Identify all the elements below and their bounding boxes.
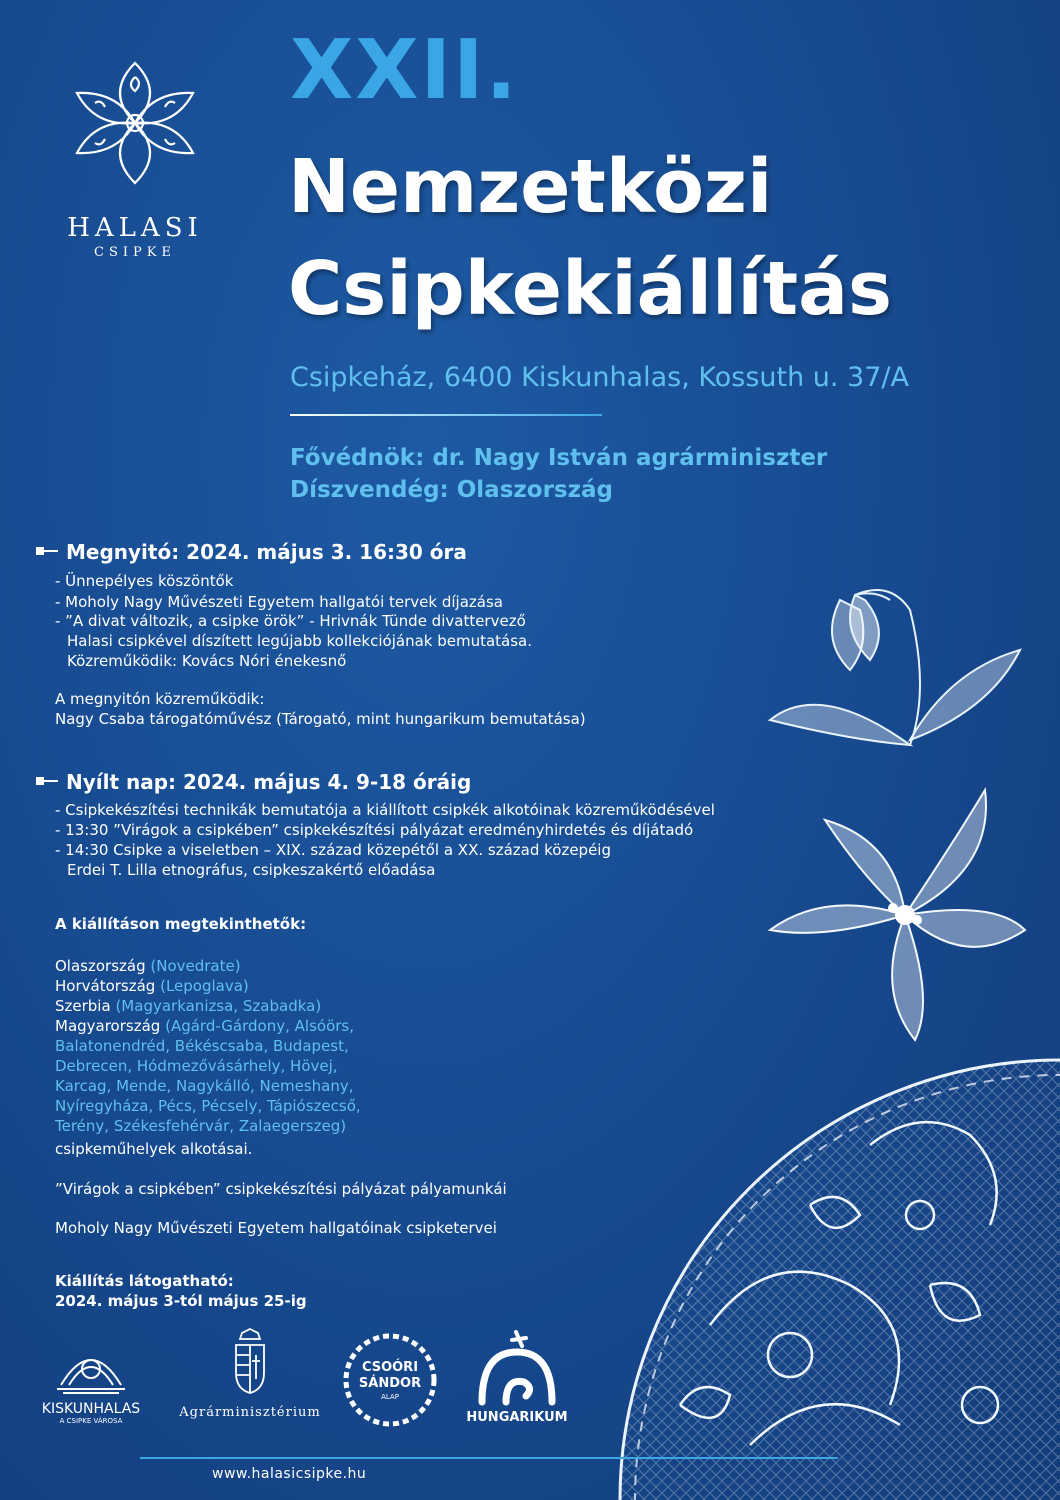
- opening-item: - Moholy Nagy Művészeti Egyetem hallgatói tervek díjazása: [55, 593, 503, 611]
- hungarian-coat-of-arms-icon: [230, 1325, 270, 1397]
- website-link[interactable]: www.halasicsipke.hu: [212, 1466, 367, 1482]
- lace-star-icon: [55, 55, 215, 195]
- open-day-heading-text: Nyílt nap: 2024. május 4. 9-18 óráig: [66, 770, 472, 794]
- hungary-cities-line: Balatonendréd, Békéscsaba, Budapest,: [55, 1037, 349, 1055]
- csoori-sandor-logo: [340, 1330, 440, 1430]
- country-cities: (Magyarkanizsa, Szabadka): [115, 997, 322, 1015]
- ministry-label: Agrárminisztérium: [179, 1405, 321, 1420]
- header-divider: [290, 414, 602, 416]
- hungary-cities-line: Debrecen, Hódmezővásárhely, Hövej,: [55, 1057, 338, 1075]
- kiskunhalas-label: KISKUNHALAS: [41, 1401, 141, 1417]
- country-name: Horvátország: [55, 977, 156, 995]
- open-day-heading: [36, 770, 471, 794]
- kiskunhalas-sub: A CSIPKE VÁROSA: [59, 1417, 123, 1425]
- doily-lace-image: [590, 1025, 1060, 1500]
- country-cities: (Novedrate): [150, 957, 241, 975]
- country-name: Magyarország: [55, 1017, 161, 1035]
- opening-heading-text: Megnyitó: 2024. május 3. 16:30 óra: [66, 540, 467, 564]
- university-text: Moholy Nagy Művészeti Egyetem hallgatóinak csipketervei: [55, 1219, 497, 1237]
- kiskunhalas-logo: [30, 1335, 152, 1425]
- ministry-logo: [165, 1325, 335, 1420]
- opening-item: - ”A divat változik, a csipke örök” - Hrivnák Tünde divattervező: [55, 612, 526, 630]
- open-day-item: - 14:30 Csipke a viseletben – XIX. század közepétől a XX. század közepéig: [55, 841, 611, 859]
- open-day-item: - Csipkekészítési technikák bemutatója a kiállított csipkék alkotóinak közreműködésével: [55, 801, 715, 819]
- csoori-line-1: CSOÓRI: [361, 1360, 419, 1375]
- open-day-item: - 13:30 ”Virágok a csipkében” csipkekészítési pályázat eredményhirdetés és díjátadó: [55, 821, 694, 839]
- snowdrop-lace-image: [760, 570, 1030, 760]
- guest-of-honour-line: Díszvendég: Olaszország: [290, 477, 613, 503]
- hungary-cities-line: Terény, Székesfehérvár, Zalaegerszeg): [55, 1117, 347, 1135]
- hungarikum-logo: [462, 1328, 572, 1425]
- exhibit-country-row: [55, 1017, 354, 1035]
- venue-address: Csipkeház, 6400 Kiskunhalas, Kossuth u. 37/A: [290, 362, 909, 393]
- competition-text: ”Virágok a csipkében” csipkekészítési pályázat pályamunkái: [55, 1180, 507, 1198]
- open-day-item: Erdei T. Lilla etnográfus, csipkeszakértő előadása: [67, 861, 436, 879]
- exhibit-country-row: [55, 957, 241, 975]
- exhibit-country-row: [55, 997, 321, 1015]
- opening-item: Halasi csipkével díszített legújabb kollekciójának bemutatása.: [67, 632, 533, 650]
- title-line-2: Csipkekiállítás: [288, 246, 893, 332]
- kiskunhalas-crest-icon: [51, 1335, 131, 1397]
- halasi-csipke-logo: [55, 55, 215, 265]
- exhibits-heading: A kiállításon megtekinthetők:: [55, 915, 307, 933]
- footer-divider: [140, 1457, 838, 1459]
- country-name: Olaszország: [55, 957, 146, 975]
- title-line-1: Nemzetközi: [288, 144, 773, 230]
- visit-label: Kiállítás látogatható:: [55, 1272, 234, 1290]
- opening-item: - Ünnepélyes köszöntők: [55, 572, 234, 590]
- hungarikum-crown-icon: [472, 1328, 562, 1406]
- star-flower-lace-image: [765, 780, 1035, 1050]
- patron-line: Fővédnök: dr. Nagy István agrárminiszter: [290, 445, 828, 471]
- logo-name: HALASI: [67, 213, 203, 243]
- opening-heading: [36, 540, 467, 564]
- hungary-cities-line: Karcag, Mende, Nagykálló, Nemeshany,: [55, 1077, 354, 1095]
- csoori-line-3: ALAP: [381, 1393, 399, 1401]
- country-cities: (Lepoglava): [160, 977, 249, 995]
- section-bullet-icon: [36, 547, 62, 557]
- opening-contrib-label: A megnyitón közreműködik:: [55, 690, 265, 708]
- opening-item: Közreműködik: Kovács Nóri énekesnő: [67, 652, 347, 670]
- country-cities: (Agárd-Gárdony, Alsóörs,: [165, 1017, 354, 1035]
- hungary-cities-line: Nyíregyháza, Pécs, Pécsely, Tápiószecső,: [55, 1097, 361, 1115]
- visit-dates: 2024. május 3-tól május 25-ig: [55, 1292, 307, 1310]
- hungarikum-label: HUNGARIKUM: [466, 1410, 568, 1425]
- section-bullet-icon: [36, 777, 62, 787]
- edition-number: XXII.: [290, 23, 519, 118]
- logo-sub: CSIPKE: [94, 245, 176, 260]
- csoori-line-2: SÁNDOR: [358, 1376, 422, 1391]
- exhibit-country-row: [55, 977, 249, 995]
- country-name: Szerbia: [55, 997, 111, 1015]
- workshops-text: csipkeműhelyek alkotásai.: [55, 1140, 253, 1158]
- opening-contrib-text: Nagy Csaba tárogatóművész (Tárogató, mint hungarikum bemutatása): [55, 710, 586, 728]
